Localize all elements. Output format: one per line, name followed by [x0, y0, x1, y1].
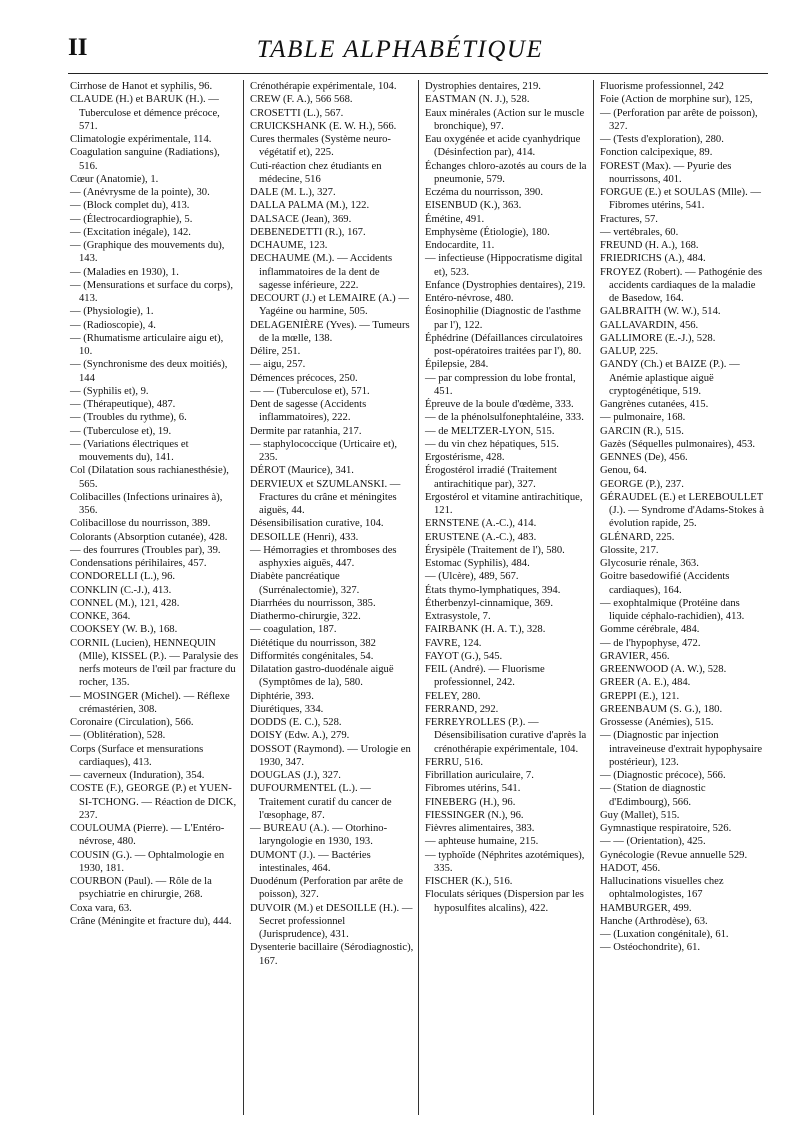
- index-entry: — de MELTZER-LYON, 515.: [425, 425, 555, 437]
- index-entry: Dent de sagesse (Accidents inflammatoires), 222.: [250, 399, 367, 424]
- index-entry: GREENWOOD (A. W.), 528.: [600, 664, 727, 675]
- index-entry: Cœur (Anatomie), 1.: [70, 173, 159, 185]
- index-entry: — typhoïde (Néphrites azotémiques), 335.: [425, 849, 585, 874]
- index-entry: CORNIL (Lucien), HENNEQUIN (Mlle), KISSEL (P.). — Paralysie des nerfs moteurs de l'œil par fracture du rocher, 135.: [70, 637, 239, 689]
- index-entry: CONKLIN (C.-J.), 413.: [70, 584, 172, 596]
- index-entry: GLÉNARD, 225.: [600, 531, 675, 543]
- index-columns: [68, 80, 768, 1115]
- index-entry: Goitre basedowifié (Accidents cardiaques), 164.: [600, 571, 730, 596]
- index-entry: Cures thermales (Système neuro-végétatif et), 225.: [250, 134, 391, 159]
- index-entry: DECHAUME (M.). — Accidents inflammatoires de la dent de sagesse inférieure, 222.: [250, 253, 393, 291]
- index-entry: Diabète pancréatique (Surrénalectomie), 327.: [250, 571, 360, 596]
- index-entry: Eau oxygénée et acide cyanhydrique (Désinfection par), 414.: [425, 134, 581, 159]
- index-entry: — coagulation, 187.: [250, 624, 337, 636]
- index-entry: FELEY, 280.: [425, 690, 481, 702]
- index-entry: Diarrhées du nourrisson, 385.: [250, 597, 376, 609]
- index-entry: Diphtérie, 393.: [250, 690, 314, 702]
- index-entry: Eczéma du nourrisson, 390.: [425, 187, 543, 198]
- index-entry: — — (Tuberculose et), 571.: [250, 385, 370, 397]
- index-entry: Éosinophilie (Diagnostic de l'asthme par l'), 122.: [425, 306, 581, 331]
- index-entry: COUSIN (G.). — Ophtalmologie en 1930, 181.: [70, 849, 225, 874]
- index-entry: — (Physiologie), 1.: [70, 306, 154, 318]
- index-entry: Floculats sériques (Dispersion par les hyposulfites alcalins), 422.: [425, 889, 584, 914]
- index-entry: — de la phénolsulfonephtaléine, 333.: [425, 412, 584, 424]
- index-column-4: [593, 80, 768, 1115]
- index-entry: EASTMAN (N. J.), 528.: [425, 94, 530, 106]
- index-entry: — staphylococcique (Urticaire et), 235.: [250, 438, 398, 463]
- index-entry: — aigu, 257.: [250, 359, 306, 371]
- index-entry: Glycosurie rénale, 363.: [600, 558, 699, 569]
- index-entry: FOREST (Max). — Pyurie des nourrissons, 401.: [600, 160, 732, 185]
- index-entry: CONKE, 364.: [70, 611, 131, 622]
- index-entry: Gynécologie (Revue annuelle 529.: [600, 849, 748, 861]
- index-entry: Coxa vara, 63.: [70, 902, 132, 914]
- index-entry: Érogostérol irradié (Traitement antirachitique par), 327.: [425, 465, 557, 490]
- index-entry: DUVOIR (M.) et DESOILLE (H.). — Secret professionnel (Jurisprudence), 431.: [250, 902, 413, 940]
- index-entry: DELAGENIÈRE (Yves). — Tumeurs de la mœlle, 138.: [250, 319, 410, 344]
- index-entry: Colorants (Absorption cutanée), 428.: [70, 531, 228, 543]
- index-entry: Enfance (Dystrophies dentaires), 219.: [425, 279, 586, 291]
- index-entry: DALSACE (Jean), 369.: [250, 213, 352, 225]
- index-entry: Fibromes utérins, 541.: [425, 783, 521, 795]
- index-entry: Fibrillation auriculaire, 7.: [425, 770, 534, 781]
- index-entry: Estomac (Syphilis), 484.: [425, 558, 530, 569]
- index-entry: Grossesse (Anémies), 515.: [600, 717, 714, 728]
- index-entry: CREW (F. A.), 566 568.: [250, 94, 353, 106]
- index-entry: — (Synchronisme des deux moitiés), 144: [70, 359, 228, 384]
- index-entry: DALE (M. L.), 327.: [250, 187, 336, 198]
- index-entry: — (Tuberculose et), 19.: [70, 425, 172, 437]
- index-entry: — (Diagnostic par injection intraveineuse d'extrait hypophysaire postérieur), 123.: [600, 730, 763, 768]
- index-entry: Corps (Surface et mensurations cardiaques), 413.: [70, 743, 204, 768]
- index-entry: DUFOURMENTEL (L.). — Traitement curatif du cancer de l'œsophage, 87.: [250, 783, 392, 821]
- index-entry: FERRAND, 292.: [425, 703, 499, 715]
- index-entry: Émétine, 491.: [425, 213, 485, 225]
- index-entry: — (Diagnostic précoce), 566.: [600, 770, 726, 781]
- index-entry: CLAUDE (H.) et BARUK (H.). — Tuberculose et démence précoce, 571.: [70, 94, 220, 132]
- index-entry: Désensibilisation curative, 104.: [250, 518, 384, 530]
- index-entry: — Ostéochondrite), 61.: [600, 942, 701, 954]
- index-entry: — pulmonaire, 168.: [600, 412, 686, 424]
- index-column-2: [243, 80, 418, 1115]
- running-title: TABLE ALPHABÉTIQUE: [256, 36, 544, 63]
- index-entry: COSTE (F.), GEORGE (P.) et YUEN-SI-TCHONG. — Réaction de DICK, 237.: [70, 783, 237, 821]
- index-entry: — — (Orientation), 425.: [600, 836, 706, 848]
- index-entry: Crâne (Méningite et fracture du), 444.: [70, 915, 232, 927]
- index-entry: Emphysème (Étiologie), 180.: [425, 226, 550, 238]
- index-entry: Dysenterie bacillaire (Sérodiagnostic), 167.: [250, 942, 414, 967]
- index-entry: FINEBERG (H.), 96.: [425, 796, 516, 808]
- index-entry: Fractures, 57.: [600, 213, 658, 225]
- index-entry: Entéro-névrose, 480.: [425, 293, 514, 304]
- index-entry: Cuti-réaction chez étudiants en médecine, 516: [250, 160, 382, 185]
- index-entry: — par compression du lobe frontal, 451.: [425, 372, 576, 397]
- index-entry: Coronaire (Circulation), 566.: [70, 717, 194, 728]
- index-entry: — (Maladies en 1930), 1.: [70, 266, 179, 278]
- index-entry: ERNSTENE (A.-C.), 414.: [425, 518, 537, 530]
- index-entry: COURBON (Paul). — Rôle de la psychiatrie en chirurgie, 268.: [70, 876, 212, 901]
- index-entry: — aphteuse humaine, 215.: [425, 836, 539, 848]
- index-entry: — (Variations électriques et mouvements du), 141.: [70, 438, 189, 463]
- index-entry: Étherbenzyl-cinnamique, 369.: [425, 597, 553, 609]
- index-entry: Délire, 251.: [250, 346, 301, 357]
- index-entry: CONDORELLI (L.), 96.: [70, 571, 176, 583]
- index-entry: DOUGLAS (J.), 327.: [250, 770, 341, 781]
- index-entry: — (Radioscopie), 4.: [70, 319, 156, 331]
- index-column-3: [418, 80, 593, 1115]
- index-entry: GRAVIER, 456.: [600, 650, 670, 662]
- index-entry: FRIEDRICHS (A.), 484.: [600, 253, 706, 265]
- index-entry: Guy (Mallet), 515.: [600, 809, 680, 821]
- index-entry: — (Graphique des mouvements du), 143.: [70, 240, 225, 265]
- index-entry: Difformités congénitales, 54.: [250, 650, 374, 662]
- index-entry: FORGUE (E.) et SOULAS (Mlle). — Fibromes utérins, 541.: [600, 187, 761, 212]
- index-entry: Condensations périhilaires, 457.: [70, 558, 207, 569]
- index-entry: HAMBURGER, 499.: [600, 902, 692, 914]
- index-entry: Crénothérapie expérimentale, 104.: [250, 81, 397, 92]
- index-column-1: [68, 80, 243, 1115]
- index-entry: Démences précoces, 250.: [250, 372, 358, 384]
- index-entry: EISENBUD (K.), 363.: [425, 200, 522, 212]
- index-entry: Diurétiques, 334.: [250, 703, 324, 715]
- index-entry: — du vin chez hépatiques, 515.: [425, 438, 559, 450]
- index-entry: — (Syphilis et), 9.: [70, 385, 149, 397]
- index-entry: Hanche (Arthrodèse), 63.: [600, 915, 708, 927]
- index-entry: CROSETTI (L.), 567.: [250, 107, 344, 119]
- index-entry: Gomme cérébrale, 484.: [600, 624, 700, 636]
- index-entry: — (Mensurations et surface du corps), 413.: [70, 279, 233, 304]
- index-entry: CRUICKSHANK (E. W. H.), 566.: [250, 120, 397, 132]
- index-entry: Diététique du nourrisson, 382: [250, 637, 376, 649]
- index-entry: Fonction calcipexique, 89.: [600, 147, 713, 159]
- index-entry: GREENBAUM (S. G.), 180.: [600, 703, 723, 715]
- index-entry: GEORGE (P.), 237.: [600, 478, 684, 490]
- index-entry: Extrasystole, 7.: [425, 611, 491, 622]
- index-entry: — caverneux (Induration), 354.: [70, 770, 205, 781]
- index-entry: Hallucinations visuelles chez ophtalmologistes, 167: [600, 876, 724, 901]
- index-entry: — des fourrures (Troubles par), 39.: [70, 544, 221, 556]
- index-entry: — MOSINGER (Michel). — Réflexe crémastérien, 308.: [70, 690, 230, 715]
- index-entry: FIESSINGER (N.), 96.: [425, 809, 524, 821]
- index-entry: Duodénum (Perforation par arête de poisson), 327.: [250, 876, 403, 901]
- index-entry: — (Tests d'exploration), 280.: [600, 134, 724, 145]
- index-entry: Érysipèle (Traitement de l'), 580.: [425, 544, 565, 556]
- index-entry: — (Anévrysme de la pointe), 30.: [70, 187, 210, 198]
- index-entry: GÉRAUDEL (E.) et LEREBOULLET (J.). — Syndrome d'Adams-Stokes à évolution rapide, 25.: [600, 491, 764, 530]
- page-header: [0, 24, 800, 74]
- index-entry: Foie (Action de morphine sur), 125,: [600, 94, 753, 106]
- index-entry: COOKSEY (W. B.), 168.: [70, 624, 178, 636]
- index-entry: FAYOT (G.), 545.: [425, 650, 503, 662]
- index-entry: DESOILLE (Henri), 433.: [250, 531, 359, 543]
- index-entry: DERVIEUX et SZUMLANSKI. — Fractures du crâne et méningites aiguës, 44.: [250, 478, 401, 516]
- index-entry: HADOT, 456.: [600, 862, 661, 874]
- index-entry: Gazès (Séquelles pulmonaires), 453.: [600, 438, 756, 450]
- index-entry: — (Oblitération), 528.: [70, 730, 166, 742]
- index-entry: Col (Dilatation sous rachianesthésie), 565.: [70, 465, 229, 490]
- index-entry: Ergostérisme, 428.: [425, 452, 505, 463]
- index-entry: Épilepsie, 284.: [425, 359, 489, 371]
- index-entry: DECOURT (J.) et LEMAIRE (A.) — Yagéine ou harmine, 505.: [250, 293, 409, 318]
- index-entry: — (Perforation par arête de poisson), 327.: [600, 107, 758, 132]
- index-entry: FAVRE, 124.: [425, 637, 482, 649]
- index-entry: FERREYROLLES (P.). — Désensibilisation curative d'après la crénothérapie expérimentale, 104.: [425, 717, 587, 755]
- index-entry: — Hémorragies et thromboses des asphyxies aiguës, 447.: [250, 544, 397, 569]
- index-entry: Dilatation gastro-duodénale aiguë (Symptômes de la), 580.: [250, 664, 394, 689]
- index-entry: GALUP, 225.: [600, 346, 658, 357]
- index-entry: DOISY (Edw. A.), 279.: [250, 730, 350, 742]
- index-entry: DODDS (E. C.), 528.: [250, 717, 342, 728]
- index-entry: — BUREAU (A.). — Otorhino-laryngologie en 1930, 193.: [250, 823, 388, 848]
- index-entry: DUMONT (J.). — Bactéries intestinales, 464.: [250, 849, 371, 874]
- index-entry: CONNEL (M.), 121, 428.: [70, 597, 180, 609]
- index-entry: Fièvres alimentaires, 383.: [425, 823, 535, 834]
- index-entry: Eaux minérales (Action sur le muscle bronchique), 97.: [425, 107, 585, 132]
- index-entry: Épreuve de la boule d'œdème, 333.: [425, 399, 574, 410]
- index-entry: GENNES (De), 456.: [600, 452, 688, 463]
- index-entry: Dermite par ratanhia, 217.: [250, 425, 362, 437]
- index-entry: Glossite, 217.: [600, 544, 659, 556]
- index-entry: FREUND (H. A.), 168.: [600, 240, 699, 251]
- index-entry: Cirrhose de Hanot et syphilis, 96.: [70, 81, 213, 92]
- index-entry: Dystrophies dentaires, 219.: [425, 81, 541, 92]
- index-entry: DALLA PALMA (M.), 122.: [250, 200, 370, 212]
- index-entry: Colibacilles (Infections urinaires à), 356.: [70, 491, 223, 516]
- index-entry: GALBRAITH (W. W.), 514.: [600, 306, 721, 318]
- index-entry: — (Block complet du), 413.: [70, 200, 190, 212]
- index-entry: Colibacillose du nourrisson, 389.: [70, 518, 211, 530]
- index-entry: — (Ulcère), 489, 567.: [425, 571, 519, 583]
- index-entry: États thymo-lymphatiques, 394.: [425, 584, 561, 596]
- index-entry: FISCHER (K.), 516.: [425, 876, 513, 887]
- index-entry: FAIRBANK (H. A. T.), 328.: [425, 624, 546, 636]
- index-entry: GALLAVARDIN, 456.: [600, 319, 699, 331]
- index-entry: Genou, 64.: [600, 465, 647, 477]
- index-entry: — (Station de diagnostic d'Edimbourg), 566.: [600, 783, 706, 808]
- index-entry: — (Luxation congénitale), 61.: [600, 929, 729, 940]
- index-entry: Diathermo-chirurgie, 322.: [250, 611, 361, 622]
- index-entry: DÉROT (Maurice), 341.: [250, 465, 354, 477]
- index-entry: FEIL (André). — Fluorisme professionnel, 242.: [425, 664, 545, 689]
- page-number: II: [68, 34, 88, 61]
- index-entry: — infectieuse (Hippocratisme digital et), 523.: [425, 253, 583, 278]
- index-entry: DEBENEDETTI (R.), 167.: [250, 226, 366, 238]
- index-entry: Climatologie expérimentale, 114.: [70, 134, 212, 145]
- index-entry: FERRU, 516.: [425, 756, 483, 768]
- index-entry: — exophtalmique (Protéine dans liquide céphalo-rachidien), 413.: [600, 597, 745, 622]
- index-entry: DCHAUME, 123.: [250, 240, 328, 251]
- index-entry: — (Électrocardiographie), 5.: [70, 213, 193, 225]
- index-entry: GALLIMORE (E.-J.), 528.: [600, 332, 716, 344]
- index-entry: ERUSTENE (A.-C.), 483.: [425, 531, 537, 543]
- index-entry: — (Thérapeutique), 487.: [70, 399, 176, 410]
- index-entry: COULOUMA (Pierre). — L'Entéro-névrose, 480.: [70, 823, 225, 848]
- index-entry: Endocardite, 11.: [425, 240, 495, 251]
- index-entry: GARCIN (R.), 515.: [600, 425, 684, 437]
- index-entry: Gymnastique respiratoire, 526.: [600, 823, 732, 834]
- index-entry: Ergostérol et vitamine antirachitique, 121.: [425, 491, 583, 516]
- index-entry: DOSSOT (Raymond). — Urologie en 1930, 347.: [250, 743, 411, 768]
- header-rule: [68, 73, 768, 74]
- index-entry: GANDY (Ch.) et BAIZE (P.). — Anémie aplastique aiguë cryptogénétique, 519.: [600, 359, 740, 397]
- index-entry: Fluorisme professionnel, 242: [600, 81, 724, 92]
- index-entry: FROYEZ (Robert). — Pathogénie des accidents cardiaques de la maladie de Basedow, 164.: [600, 266, 763, 304]
- index-entry: — vertébrales, 60.: [600, 226, 679, 238]
- index-entry: — de l'hypophyse, 472.: [600, 637, 701, 649]
- index-entry: — (Rhumatisme articulaire aigu et), 10.: [70, 332, 224, 357]
- index-entry: Coagulation sanguine (Radiations), 516.: [70, 147, 220, 172]
- index-entry: Échanges chloro-azotés au cours de la pneumonie, 579.: [425, 160, 587, 185]
- index-entry: Éphédrine (Défaillances circulatoires post-opératoires traitées par l'), 80.: [425, 332, 583, 357]
- index-entry: Gangrènes cutanées, 415.: [600, 399, 709, 410]
- index-entry: GREER (A. E.), 484.: [600, 677, 691, 689]
- index-entry: — (Troubles du rythme), 6.: [70, 412, 187, 424]
- index-entry: GREPPI (E.), 121.: [600, 690, 680, 702]
- index-entry: — (Excitation inégale), 142.: [70, 226, 191, 238]
